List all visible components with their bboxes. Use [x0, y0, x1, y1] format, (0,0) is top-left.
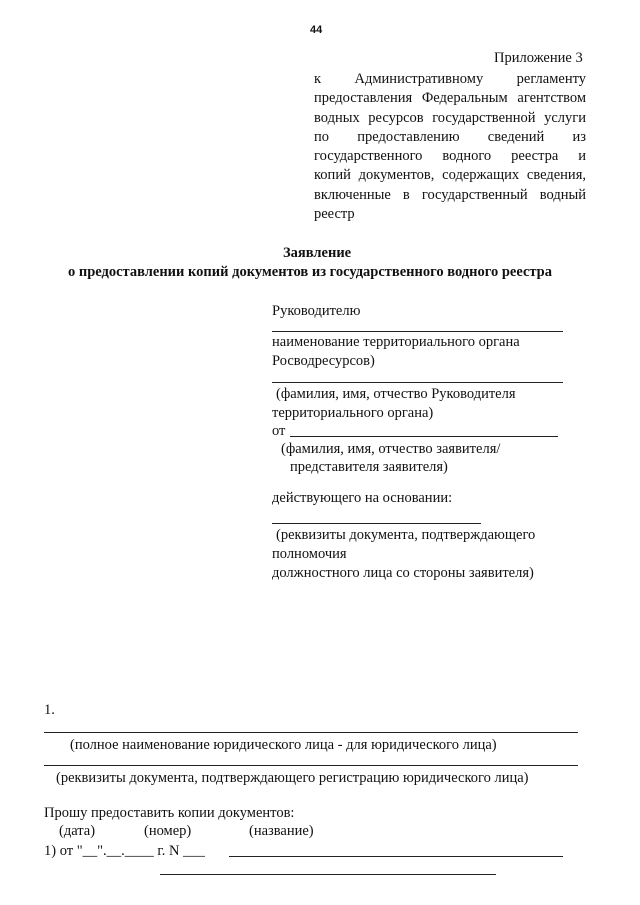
appendix-line: копий документов, содержащих сведения,	[314, 167, 586, 184]
applicant-name-line	[290, 436, 558, 437]
basis-hint-3: должностного лица со стороны заявителя)	[272, 565, 534, 581]
org-name-line	[272, 331, 563, 332]
appendix-line: к Административному регламенту	[314, 71, 586, 87]
appendix-title: Приложение 3	[494, 50, 583, 66]
org-hint-1: наименование территориального органа	[272, 334, 520, 350]
appendix-text	[314, 70, 586, 224]
section-number: 1.	[44, 702, 55, 718]
request-text: Прошу предоставить копии документов:	[44, 805, 295, 821]
col-date: (дата)	[59, 823, 96, 839]
applicant-hint-2: представителя заявителя)	[290, 459, 448, 475]
head-hint-1: (фамилия, имя, отчество Руководителя	[276, 386, 516, 402]
page-number: 44	[310, 24, 323, 36]
addressee-label: Руководителю	[272, 303, 361, 319]
col-name: (название)	[249, 823, 314, 839]
registration-line	[44, 765, 578, 766]
basis-label: действующего на основании:	[272, 490, 453, 506]
org-hint-2: Росводресурсов)	[272, 353, 375, 369]
applicant-hint-1: (фамилия, имя, отчество заявителя/	[281, 441, 501, 457]
document-name-line	[229, 856, 563, 857]
legal-name-line	[44, 732, 578, 733]
appendix-line: водных ресурсов государственной услуги	[314, 109, 586, 126]
appendix-line: реестр	[314, 206, 355, 223]
col-number: (номер)	[144, 823, 192, 839]
appendix-line: предоставления Федеральным агентством	[314, 90, 586, 107]
continuation-line	[160, 874, 496, 875]
head-name-line	[272, 382, 563, 383]
head-hint-2: территориального органа)	[272, 405, 434, 421]
legal-name-hint: (полное наименование юридического лица - для юридического лица)	[70, 737, 497, 753]
appendix-line: государственного водного реестра и	[314, 148, 586, 165]
document-title: Заявление	[283, 245, 352, 261]
basis-hint-2: полномочия	[272, 546, 347, 562]
document-row-1: 1) от "__".__.____ г. N ___	[44, 843, 205, 859]
basis-line	[272, 523, 481, 524]
appendix-line: по предоставлению сведений из	[314, 128, 586, 145]
document-subtitle: о предоставлении копий документов из государственного водного реестра	[68, 264, 553, 280]
appendix-line: включенные в государственный водный	[314, 186, 586, 203]
from-label: от	[272, 423, 286, 439]
registration-hint: (реквизиты документа, подтверждающего регистрацию юридического лица)	[56, 770, 529, 786]
basis-hint-1: (реквизиты документа, подтверждающего	[276, 527, 536, 543]
